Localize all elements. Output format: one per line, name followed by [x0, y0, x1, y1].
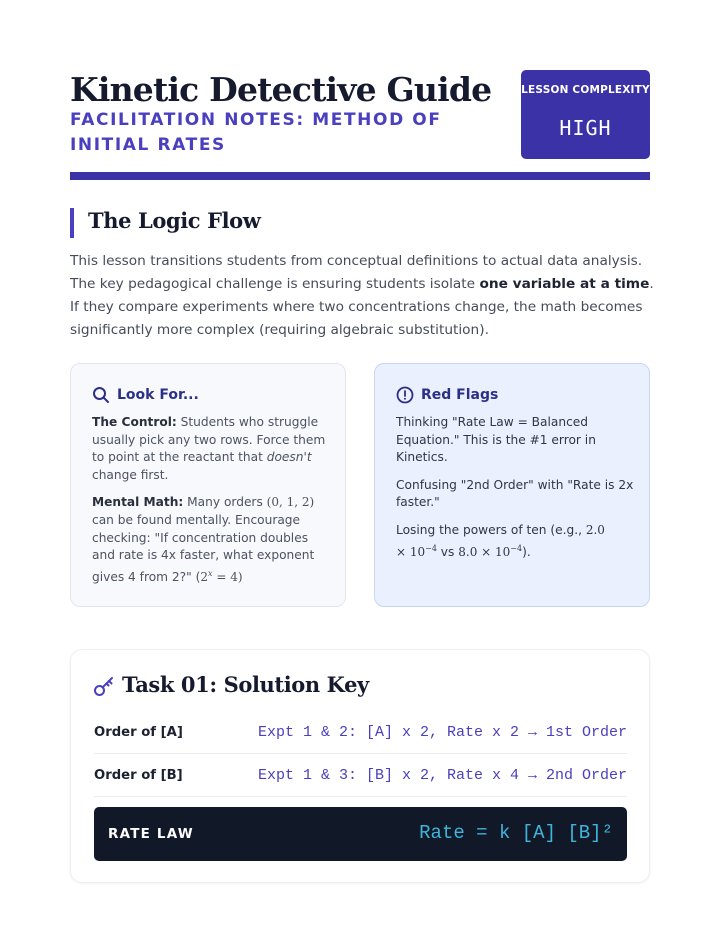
task-solution-card [70, 649, 650, 883]
alert-circle-icon [396, 386, 414, 404]
mental-math-text-b: can be found mentally. Encourage checking: "If concentration doubles and rate is 4x faster, what exponent gives 4 from 2?" ( [92, 512, 315, 584]
header [70, 68, 650, 180]
look-for-control-note [92, 414, 332, 484]
row-label: Order of [A] [94, 725, 183, 740]
powers-math-b: × 10 [396, 544, 426, 559]
key-icon [93, 675, 115, 697]
control-text-a: Students who struggle usually pick any two rows. Force them to point at the reactant that [92, 415, 326, 465]
section-title-logic-flow: The Logic Flow [88, 208, 261, 233]
rate-law-equation: Rate = k [A] [B]² [419, 822, 613, 844]
table-row [94, 711, 627, 754]
intro-text-b: . If they compare experiments where two concentrations change, the math becomes significantly more complex (requiring algebraic substitution). [70, 276, 654, 338]
red-flags-title: Red Flags [421, 387, 499, 403]
intro-emphasis: one variable at a time [479, 276, 650, 292]
section-accent-bar [70, 208, 74, 238]
intro-text-a: This lesson transitions students from conceptual definitions to actual data analysis. The key pedagogical challenge is ensuring students isolate [70, 253, 643, 292]
header-divider [70, 172, 650, 180]
red-flag-item: Thinking "Rate Law = Balanced Equation." This is the #1 error in Kinetics. [396, 415, 596, 465]
rate-law-banner [94, 807, 627, 861]
complexity-value: HIGH [559, 116, 612, 140]
row-label: Order of [B] [94, 768, 183, 783]
row-value: Expt 1 & 2: [A] x 2, Rate x 2 → 1st Order [257, 724, 627, 741]
control-label: The Control: [92, 415, 177, 429]
powers-math-c: 8.0 × 10 [458, 544, 511, 559]
red-flags-body [396, 414, 636, 571]
complexity-badge [521, 70, 650, 159]
search-icon [92, 386, 110, 404]
mental-math-label: Mental Math: [92, 495, 184, 510]
mental-math-orders: (0, 1, 2) [266, 495, 315, 510]
red-flags-card [374, 363, 650, 607]
page-title: Kinetic Detective Guide [70, 70, 492, 109]
equation-rest: = 4) [212, 569, 243, 584]
mental-math-equation [200, 570, 242, 584]
look-for-body [92, 414, 332, 596]
red-flag-item [396, 522, 636, 561]
row-value: Expt 1 & 3: [B] x 2, Rate x 4 → 2nd Order [257, 767, 627, 784]
intro-paragraph [70, 250, 654, 342]
powers-exp-b: −4 [425, 543, 437, 553]
page-subtitle: FACILITATION NOTES: METHOD OF INITIAL RATES [70, 110, 442, 155]
red-flag-item: Confusing "2nd Order" with "Rate is 2x faster." [396, 477, 634, 510]
look-for-card [70, 363, 346, 607]
powers-text-a: Losing the powers of ten (e.g., [396, 522, 586, 537]
rate-law-label: RATE LAW [108, 826, 194, 842]
powers-math-a: 2.0 [585, 522, 605, 537]
mental-math-text-a: Many orders [183, 495, 267, 510]
control-text-b: change first. [92, 467, 169, 482]
look-for-title: Look For... [117, 387, 199, 403]
equation-exponent: x [208, 568, 213, 578]
powers-text-b: vs [436, 544, 459, 559]
equation-base: 2 [200, 569, 209, 584]
powers-exp-c: −4 [510, 543, 523, 553]
table-row [94, 754, 627, 797]
control-emphasis: doesn't [266, 450, 312, 465]
complexity-label: LESSON COMPLEXITY [521, 84, 650, 96]
task-title: Task 01: Solution Key [122, 672, 369, 697]
powers-text-c: ). [522, 544, 531, 559]
look-for-mental-math-note [92, 494, 332, 586]
